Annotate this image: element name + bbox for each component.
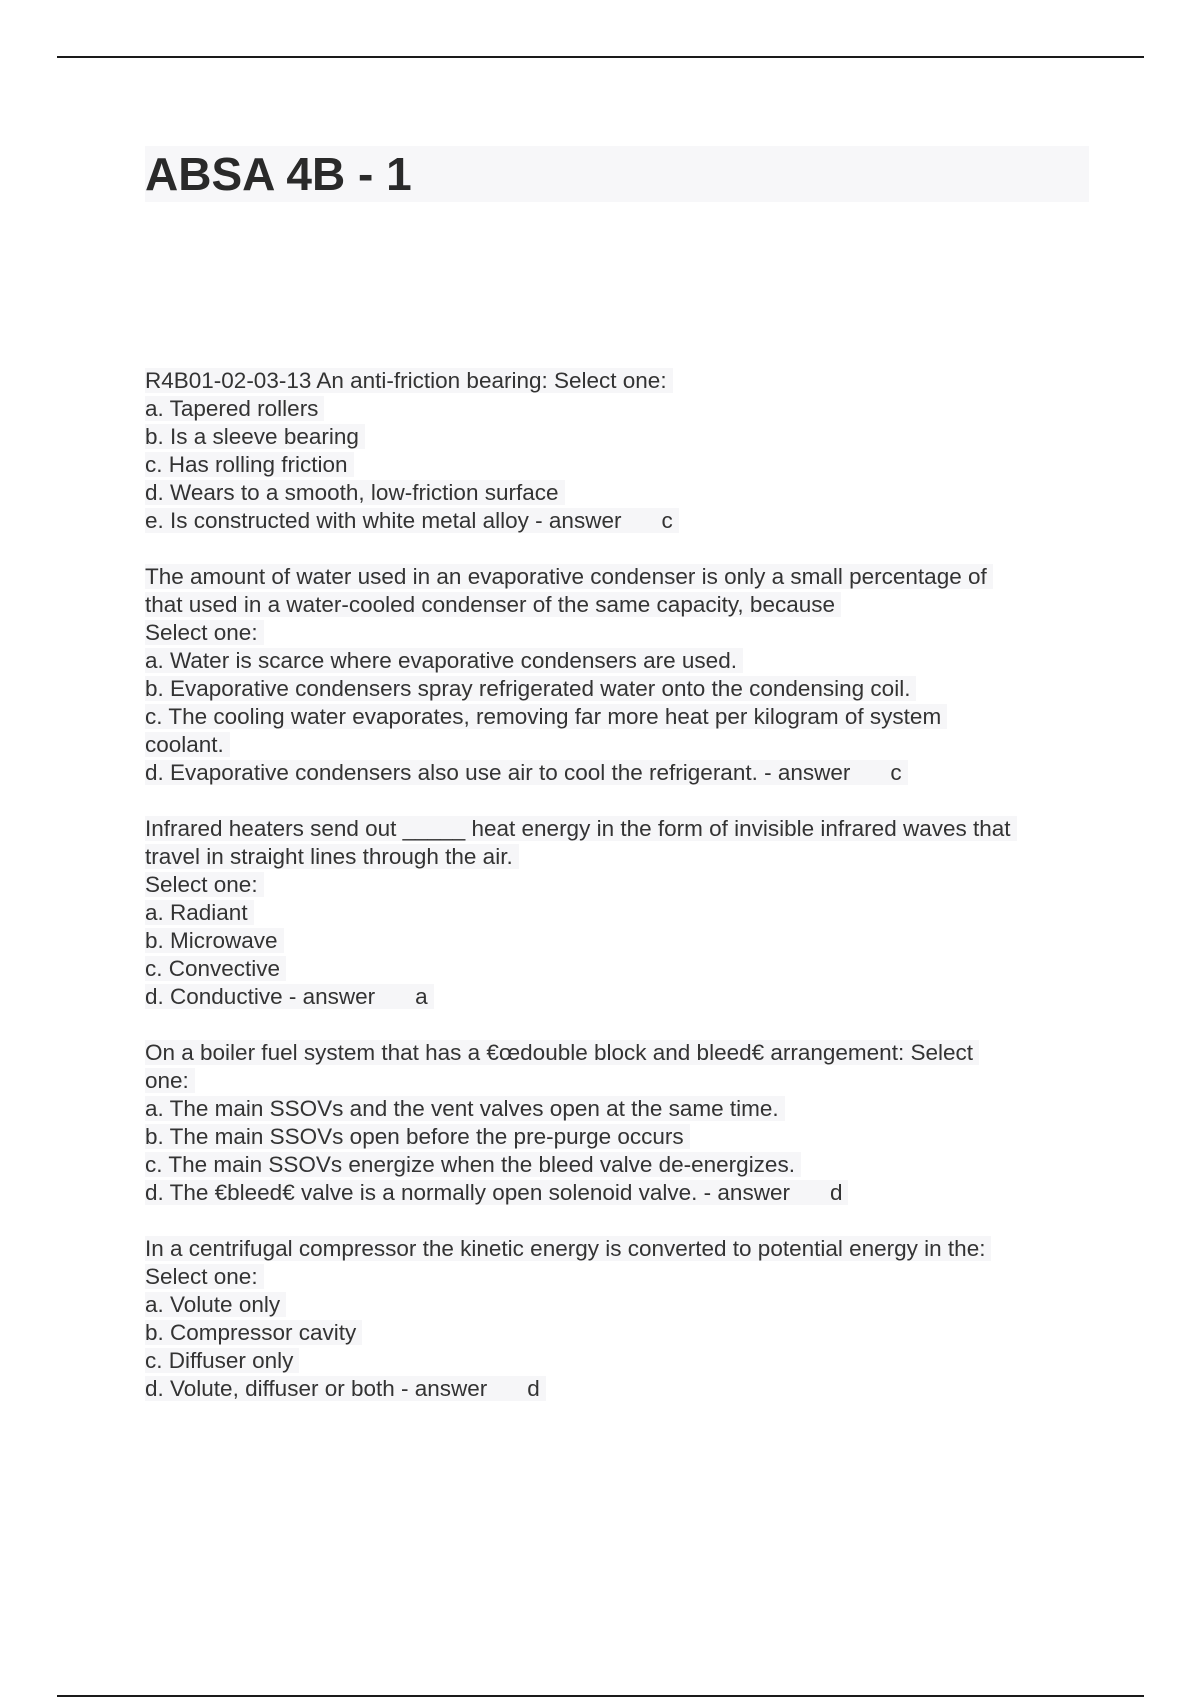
option-line: b. Microwave — [145, 927, 1085, 955]
answer-line — [145, 1179, 1085, 1207]
question-block-1 — [145, 367, 1085, 535]
answer-line — [145, 759, 1085, 787]
question-block-4 — [145, 1039, 1085, 1207]
question-line: R4B01-02-03-13 An anti-friction bearing: Select one: — [145, 367, 1085, 395]
option-line: c. Convective — [145, 955, 1085, 983]
option-line: a. Radiant — [145, 899, 1085, 927]
top-rule — [57, 56, 1144, 58]
answer-value: d — [829, 1180, 843, 1205]
option-line: a. Tapered rollers — [145, 395, 1085, 423]
option-line: b. Is a sleeve bearing — [145, 423, 1085, 451]
answer-line — [145, 983, 1085, 1011]
answer-line — [145, 507, 1085, 535]
option-line: a. Water is scarce where evaporative condensers are used. — [145, 647, 1085, 675]
question-line: In a centrifugal compressor the kinetic energy is converted to potential energy in the: — [145, 1235, 1085, 1263]
page-title: ABSA 4B - 1 — [145, 148, 412, 200]
question-block-3 — [145, 815, 1085, 1011]
option-line: c. Diffuser only — [145, 1347, 1085, 1375]
question-line: On a boiler fuel system that has a €œdouble block and bleed€ arrangement: Select — [145, 1039, 1085, 1067]
answer-value: c — [661, 508, 673, 533]
answer-prefix: d. Evaporative condensers also use air to cool the refrigerant. - answer — [145, 760, 851, 785]
question-line: The amount of water used in an evaporative condenser is only a small percentage of — [145, 563, 1085, 591]
option-line: c. Has rolling friction — [145, 451, 1085, 479]
option-line: coolant. — [145, 731, 1085, 759]
answer-value: c — [890, 760, 902, 785]
bottom-rule — [57, 1695, 1144, 1697]
question-block-2 — [145, 563, 1085, 787]
question-list — [145, 367, 1085, 1431]
answer-value: d — [527, 1376, 540, 1401]
option-line: a. Volute only — [145, 1291, 1085, 1319]
select-one-line: Select one: — [145, 1263, 1085, 1291]
answer-line — [145, 1375, 1085, 1403]
answer-prefix: d. Conductive - answer — [145, 984, 376, 1009]
select-one-line: Select one: — [145, 871, 1085, 899]
question-line: Infrared heaters send out _____ heat energy in the form of invisible infrared waves that — [145, 815, 1085, 843]
question-line: that used in a water-cooled condenser of the same capacity, because — [145, 591, 1085, 619]
answer-prefix: e. Is constructed with white metal alloy - answer — [145, 508, 622, 533]
option-line: c. The main SSOVs energize when the bleed valve de-energizes. — [145, 1151, 1085, 1179]
question-line: one: — [145, 1067, 1085, 1095]
option-line: b. Compressor cavity — [145, 1319, 1085, 1347]
option-line: b. The main SSOVs open before the pre-purge occurs — [145, 1123, 1085, 1151]
option-line: d. Wears to a smooth, low-friction surface — [145, 479, 1085, 507]
answer-value: a — [415, 984, 428, 1009]
answer-prefix: d. The €bleed€ valve is a normally open solenoid valve. - answer — [145, 1180, 790, 1205]
select-one-line: Select one: — [145, 619, 1085, 647]
question-block-5 — [145, 1235, 1085, 1403]
option-line: c. The cooling water evaporates, removing far more heat per kilogram of system — [145, 703, 1085, 731]
option-line: b. Evaporative condensers spray refrigerated water onto the condensing coil. — [145, 675, 1085, 703]
answer-prefix: d. Volute, diffuser or both - answer — [145, 1376, 488, 1401]
question-line: travel in straight lines through the air. — [145, 843, 1085, 871]
option-line: a. The main SSOVs and the vent valves open at the same time. — [145, 1095, 1085, 1123]
